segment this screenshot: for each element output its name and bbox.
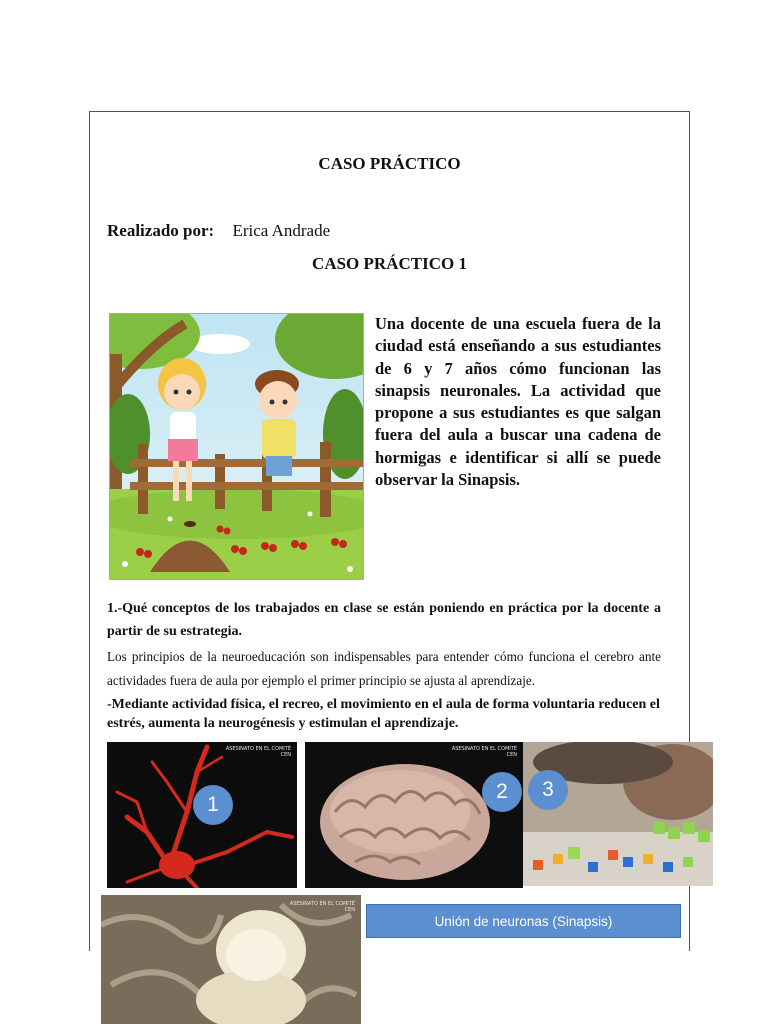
blocks-photo bbox=[523, 742, 713, 886]
author-name: Erica Andrade bbox=[232, 221, 331, 240]
video-credit-4: ASESINATO EN EL COMITÉ CEN bbox=[289, 901, 355, 913]
case-subtitle: CASO PRÁCTICO 1 bbox=[312, 254, 467, 273]
brain-photo bbox=[305, 742, 523, 888]
synapse-photo bbox=[101, 895, 361, 1024]
document-title: CASO PRÁCTICO bbox=[318, 154, 461, 173]
author-row bbox=[107, 221, 330, 241]
badge-2: 2 bbox=[482, 772, 522, 812]
children-ants-illustration bbox=[109, 313, 364, 580]
question-1: 1.-Qué conceptos de los trabajados en clase se están poniendo en práctica por la docente a partir de su estrategia. bbox=[107, 601, 661, 639]
badge-3: 3 bbox=[528, 770, 568, 810]
author-label: Realizado por: bbox=[107, 221, 215, 240]
case-intro-paragraph: Una docente de una escuela fuera de la ciudad está enseñando a sus estudiantes de 6 y 7 años cómo funcionan las sinapsis neuronales. La actividad que propone a sus estudiantes es que salgan fuera del aula a buscar una cadena de hormigas e identificar si allí se puede observar la Sinapsis. bbox=[375, 314, 661, 490]
synapse-caption: Unión de neuronas (Sinapsis) bbox=[366, 904, 681, 938]
video-credit-2: ASESINATO EN EL COMITÉ CEN bbox=[451, 746, 517, 758]
answer-bold-paragraph: -Mediante actividad física, el recreo, el movimiento en el aula de forma voluntaria reducen el estrés, aumenta la neurogénesis y estimulan el aprendizaje. bbox=[107, 697, 660, 731]
video-credit-1: ASESINATO EN EL COMITÉ CEN bbox=[225, 746, 291, 758]
answer-paragraph: Los principios de la neuroeducación son indispensables para entender cómo funciona el cerebro ante actividades fuera de aula por ejemplo el primer principio se ajusta al aprendizaje. bbox=[107, 649, 661, 688]
badge-1: 1 bbox=[193, 785, 233, 825]
